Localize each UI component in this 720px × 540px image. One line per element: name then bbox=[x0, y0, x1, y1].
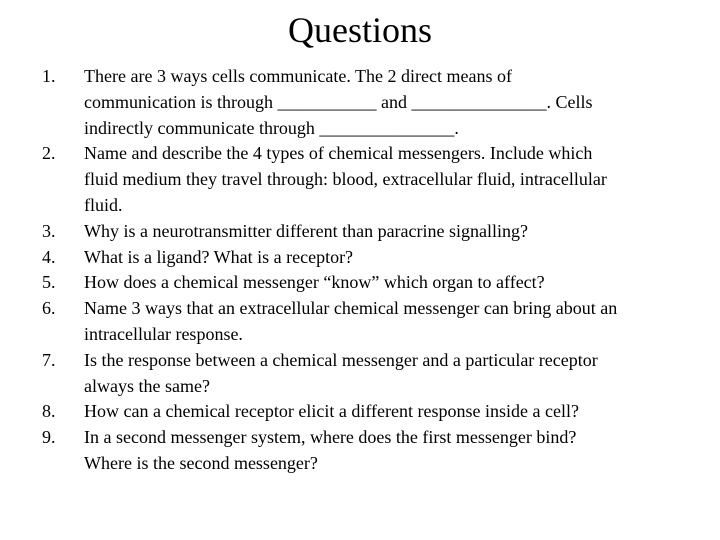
question-number: 8. bbox=[42, 401, 56, 422]
question-text bbox=[84, 64, 692, 141]
question-item-7 bbox=[42, 348, 692, 400]
question-item-5 bbox=[42, 270, 692, 296]
question-line: Name and describe the 4 types of chemical messengers. Include which bbox=[84, 143, 593, 164]
question-line: always the same? bbox=[84, 375, 210, 396]
question-text bbox=[84, 425, 692, 477]
slide-title: Questions bbox=[288, 10, 432, 50]
question-number: 6. bbox=[42, 298, 56, 319]
question-list bbox=[42, 64, 692, 477]
question-number: 3. bbox=[42, 220, 56, 241]
question-line: How does a chemical messenger “know” which organ to affect? bbox=[84, 272, 545, 293]
question-text bbox=[84, 141, 692, 218]
question-line: In a second messenger system, where does the first messenger bind? bbox=[84, 427, 577, 448]
question-line: There are 3 ways cells communicate. The 2 direct means of bbox=[84, 66, 512, 86]
question-line: fluid. bbox=[84, 194, 123, 215]
question-item-2 bbox=[42, 141, 692, 218]
question-number: 7. bbox=[42, 349, 56, 370]
question-item-1 bbox=[42, 64, 692, 141]
question-item-6 bbox=[42, 296, 692, 348]
question-text bbox=[84, 270, 692, 296]
question-line: Is the response between a chemical messenger and a particular receptor bbox=[84, 349, 598, 370]
question-text bbox=[84, 348, 692, 400]
question-line: communication is through ___________ and _______________. Cells bbox=[84, 91, 593, 112]
question-line: fluid medium they travel through: blood, extracellular fluid, intracellular bbox=[84, 169, 607, 190]
question-item-9 bbox=[42, 425, 692, 477]
question-item-4 bbox=[42, 245, 692, 271]
question-number: 9. bbox=[42, 427, 56, 448]
question-number: 1. bbox=[42, 66, 56, 86]
question-item-3 bbox=[42, 219, 692, 245]
question-line: intracellular response. bbox=[84, 323, 243, 344]
question-line: Name 3 ways that an extracellular chemical messenger can bring about an bbox=[84, 298, 618, 319]
question-line: How can a chemical receptor elicit a different response inside a cell? bbox=[84, 401, 579, 422]
question-line: Where is the second messenger? bbox=[84, 452, 318, 473]
question-number: 4. bbox=[42, 246, 56, 267]
question-text bbox=[84, 219, 692, 245]
question-number: 5. bbox=[42, 272, 56, 293]
question-line: Why is a neurotransmitter different than paracrine signalling? bbox=[84, 220, 529, 241]
question-text bbox=[84, 296, 692, 348]
question-line: indirectly communicate through _______________. bbox=[84, 117, 459, 138]
question-item-8 bbox=[42, 399, 692, 425]
question-text bbox=[84, 245, 692, 271]
question-line: What is a ligand? What is a receptor? bbox=[84, 246, 354, 267]
question-number: 2. bbox=[42, 143, 56, 164]
question-text bbox=[84, 399, 692, 425]
